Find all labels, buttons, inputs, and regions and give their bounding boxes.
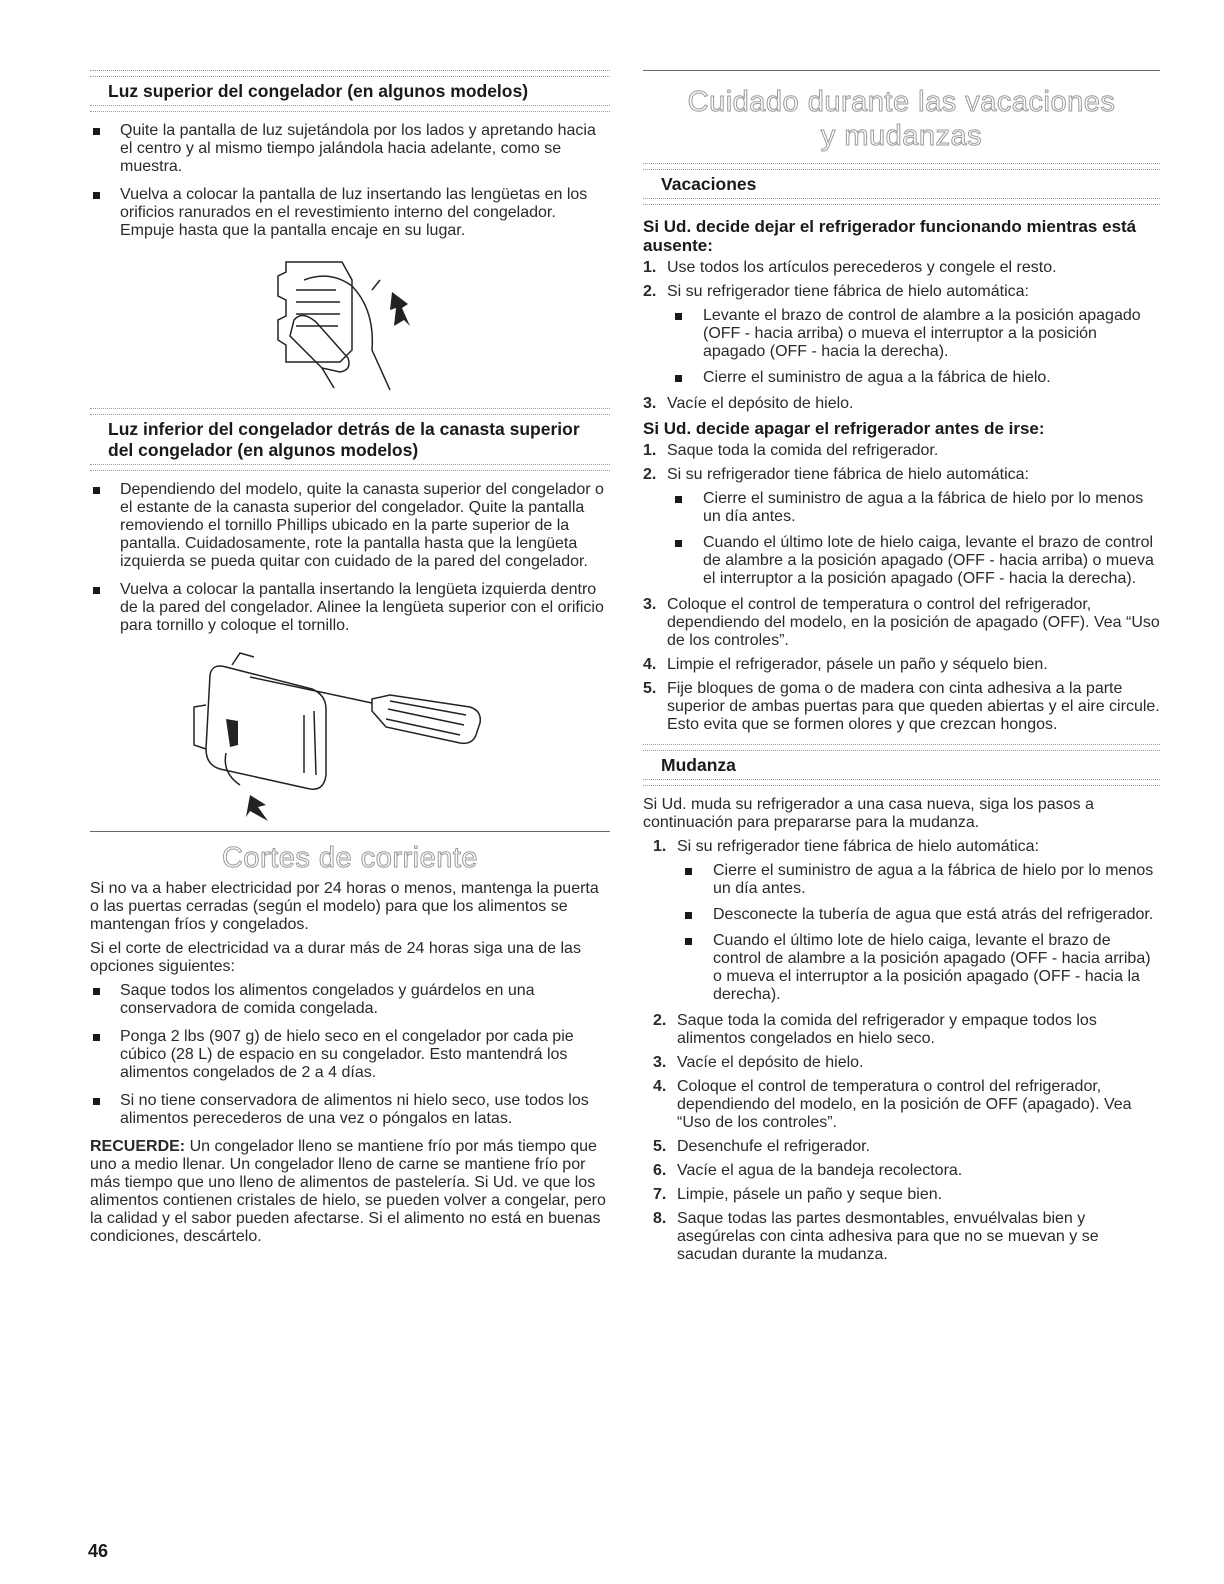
list-item: [643, 395, 1160, 413]
paragraph: Si no va a haber electricidad por 24 horas o menos, mantenga la puerta o las puertas cerradas (según el modelo) para que los alimentos se mantengan fríos y congelados.: [90, 880, 599, 933]
list-item: [643, 656, 1160, 674]
list-number: 2.: [653, 1012, 667, 1029]
sub-list-item: Cuando el último lote de hielo caiga, levante el brazo de control de alambre a la posición apagado (OFF - hacia arriba) o mueva el interruptor a la posición apagado (OFF - hacia la derecha).: [677, 932, 1160, 1004]
list-text: Limpie el refrigerador, pásele un paño y séquelo bien.: [667, 656, 1048, 673]
vacation-running-list: [643, 259, 1160, 413]
list-item: [653, 838, 1160, 1004]
sub-list: [667, 307, 1160, 387]
right-column: [643, 70, 1160, 1270]
list-item: Si no tiene conservadora de alimentos ni hielo seco, use todos los alimentos perecederos de una vez o póngalos en latas.: [90, 1092, 610, 1128]
list-item: [653, 1138, 1160, 1156]
list-number: 4.: [653, 1078, 667, 1095]
list-item: [653, 1078, 1160, 1132]
list-item: Quite la pantalla de luz sujetándola por los lados y apretando hacia el centro y al mismo tiempo jalándola hacia adelante, como se muestra.: [90, 122, 610, 176]
list-number: 1.: [643, 442, 657, 459]
moving-heading: Mudanza: [661, 755, 736, 775]
sub-list-item: Desconecte la tubería de agua que está atrás del refrigerador.: [677, 906, 1160, 924]
list-item: [643, 259, 1160, 277]
divider: [643, 198, 1160, 205]
list-text: Saque toda la comida del refrigerador y empaque todos los alimentos congelados en hielo seco.: [677, 1012, 1097, 1047]
list-item: Ponga 2 lbs (907 g) de hielo seco en el congelador por cada pie cúbico (28 L) de espacio en su congelador. Esto mantendrá los alimentos congelados de 2 a 4 días.: [90, 1028, 610, 1082]
lower-light-list: [90, 481, 610, 635]
section-heading-lower-light: Luz inferior del congelador detrás de la canasta superior del congelador (en algunos modelos): [108, 419, 580, 460]
list-item: [653, 1012, 1160, 1048]
sub-list-item: Cierre el suministro de agua a la fábrica de hielo.: [667, 369, 1160, 387]
list-number: 8.: [653, 1210, 667, 1227]
list-item: [643, 680, 1160, 734]
list-item: [653, 1054, 1160, 1072]
list-item: [643, 466, 1160, 588]
list-text: Si su refrigerador tiene fábrica de hielo automática:: [677, 838, 1039, 855]
sub-list: [677, 862, 1160, 1004]
list-item: [653, 1210, 1160, 1264]
remember-paragraph: [90, 1138, 610, 1246]
sub-list-item: Cierre el suministro de agua a la fábrica de hielo por lo menos un día antes.: [677, 862, 1160, 898]
list-number: 7.: [653, 1186, 667, 1203]
vacation-heading: Vacaciones: [661, 174, 757, 194]
list-text: Limpie, pásele un paño y seque bien.: [677, 1186, 943, 1203]
divider: [643, 779, 1160, 786]
list-text: Saque todas las partes desmontables, envuélvalas bien y asegúrelas con cinta adhesiva para que no se muevan y se sacudan durante la mudanza.: [677, 1210, 1099, 1263]
list-item: Vuelva a colocar la pantalla de luz insertando las lengüetas en los orificios ranurados en el revestimiento interno del congelador. Empuje hasta que la pantalla encaje en su lugar.: [90, 186, 610, 240]
vacation-running-heading: Si Ud. decide dejar el refrigerador funcionando mientras está ausente:: [643, 217, 1137, 255]
sub-list: [667, 490, 1160, 588]
list-text: Coloque el control de temperatura o control del refrigerador, dependiendo del modelo, en la posición de apagado (OFF). Vea “Uso de los controles”.: [667, 596, 1160, 649]
list-text: Use todos los artículos perecederos y congele el resto.: [667, 259, 1057, 276]
list-text: Vacíe el agua de la bandeja recolectora.: [677, 1162, 963, 1179]
divider: [643, 744, 1160, 751]
list-text: Saque toda la comida del refrigerador.: [667, 442, 939, 459]
list-item: Saque todos los alimentos congelados y guárdelos en una conservadora de comida congelada.: [90, 982, 610, 1018]
list-number: 3.: [643, 596, 657, 613]
moving-intro: Si Ud. muda su refrigerador a una casa nueva, siga los pasos a continuación para prepararse para la mudanza.: [643, 796, 1094, 831]
list-text: Si su refrigerador tiene fábrica de hielo automática:: [667, 466, 1029, 483]
list-number: 4.: [643, 656, 657, 673]
list-number: 1.: [643, 259, 657, 276]
divider: [90, 464, 610, 471]
list-item: [643, 596, 1160, 650]
list-item: Vuelva a colocar la pantalla insertando la lengüeta izquierda dentro de la pared del congelador. Alinee la lengüeta superior con el orificio para tornillo y coloque el tornillo.: [90, 581, 610, 635]
page-number: 46: [88, 1541, 109, 1561]
vacation-moving-title: Cuidado durante las vacaciones y mudanzas: [687, 86, 1116, 152]
divider: [90, 70, 610, 77]
section-rule: [90, 831, 610, 832]
divider: [90, 408, 610, 415]
section-rule: [643, 70, 1160, 71]
power-outage-title: Cortes de corriente: [221, 842, 479, 874]
list-text: Desenchufe el refrigerador.: [677, 1138, 870, 1155]
sub-list-item: Levante el brazo de control de alambre a la posición apagado (OFF - hacia arriba) o mueva el interruptor a la posición apagado (OFF - hacia la derecha).: [667, 307, 1160, 361]
list-text: Vacíe el depósito de hielo.: [677, 1054, 864, 1071]
list-number: 5.: [643, 680, 657, 697]
list-item: [643, 283, 1160, 387]
remember-label: RECUERDE:: [90, 1138, 186, 1155]
screwdriver-illustration: [90, 645, 610, 825]
divider: [643, 163, 1160, 170]
divider: [90, 105, 610, 112]
list-number: 3.: [653, 1054, 667, 1071]
list-number: 6.: [653, 1162, 667, 1179]
list-text: Coloque el control de temperatura o control del refrigerador, dependiendo del modelo, en la posición de OFF (apagado). Vea “Uso de los controles”.: [677, 1078, 1132, 1131]
left-column: [90, 70, 610, 1252]
sub-list-item: Cierre el suministro de agua a la fábrica de hielo por lo menos un día antes.: [667, 490, 1160, 526]
vacation-off-list: [643, 442, 1160, 734]
sub-list-item: Cuando el último lote de hielo caiga, levante el brazo de control de alambre a la posición apagado (OFF - hacia arriba) o mueva el interruptor a la posición apagado (OFF - hacia la derecha).: [667, 534, 1160, 588]
list-item: [653, 1186, 1160, 1204]
paragraph: Si el corte de electricidad va a durar más de 24 horas siga una de las opciones siguientes:: [90, 940, 581, 975]
upper-light-list: [90, 122, 610, 240]
list-number: 5.: [653, 1138, 667, 1155]
power-outage-list: [90, 982, 610, 1128]
list-text: Vacíe el depósito de hielo.: [667, 395, 854, 412]
list-number: 1.: [653, 838, 667, 855]
list-number: 3.: [643, 395, 657, 412]
list-number: 2.: [643, 283, 657, 300]
list-text: Si su refrigerador tiene fábrica de hielo automática:: [667, 283, 1029, 300]
vacation-off-heading: Si Ud. decide apagar el refrigerador antes de irse:: [643, 419, 1045, 438]
list-item: Dependiendo del modelo, quite la canasta superior del congelador o el estante de la canasta superior del congelador. Quite la pantalla removiendo el tornillo Phillips ubicado en la parte superior de la pantalla. Cuidadosamente, rote la pantalla hasta que la lengüeta izquierda se pueda quitar con cuidado de la pared del congelador.: [90, 481, 610, 571]
list-item: [653, 1162, 1160, 1180]
section-heading-upper-light: Luz superior del congelador (en algunos modelos): [108, 81, 529, 101]
list-text: Fije bloques de goma o de madera con cinta adhesiva a la parte superior de ambas puertas para que queden abiertas y el aire circule. Esto evita que se formen olores y que crezcan hongos.: [667, 680, 1160, 733]
list-item: [643, 442, 1160, 460]
light-shield-removal-illustration: [90, 250, 610, 400]
moving-list: [653, 838, 1160, 1264]
remember-text: Un congelador lleno se mantiene frío por más tiempo que uno a medio llenar. Un congelador lleno de carne se mantiene frío por más tiempo que uno lleno de alimentos de pastelería. Si Ud. ve que los alimentos contienen cristales de hielo, se pueden volver a congelar, pero la calidad y el sabor pueden afectarse. Si el alimento no está en buenas condiciones, descártelo.: [90, 1138, 606, 1245]
list-number: 2.: [643, 466, 657, 483]
